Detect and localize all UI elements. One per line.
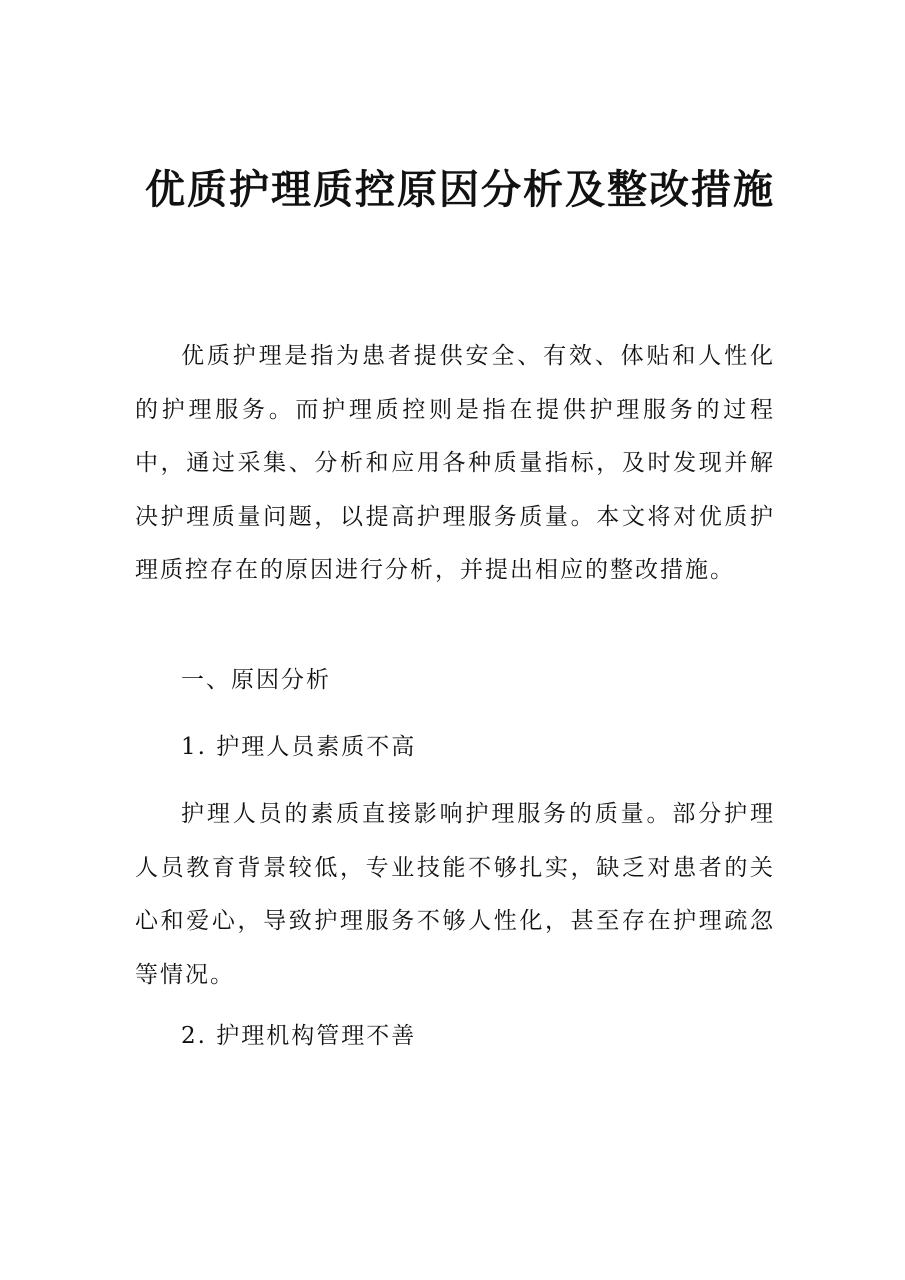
staff-quality-paragraph: 护理人员的素质直接影响护理服务的质量。部分护理人员教育背景较低，专业技能不够扎实，缺乏对患者的关心和爱心，导致护理服务不够人性化，甚至存在护理疏忽等情况。 (135, 801, 775, 988)
intro-paragraph: 优质护理是指为患者提供安全、有效、体贴和人性化的护理服务。而护理质控则是指在提供护理服务的过程中，通过采集、分析和应用各种质量指标，及时发现并解决护理质量问题，以提高护理服务质量。本文将对优质护理质控存在的原因进行分析，并提出相应的整改措施。 (135, 343, 775, 583)
section-heading-cause-analysis: 一、原因分析 (181, 667, 331, 693)
subheading-staff-quality: 1. 护理人员素质不高 (181, 734, 417, 760)
subheading-institution-management: 2. 护理机构管理不善 (181, 1023, 417, 1049)
document-title: 优质护理质控原因分析及整改措施 (145, 167, 775, 213)
